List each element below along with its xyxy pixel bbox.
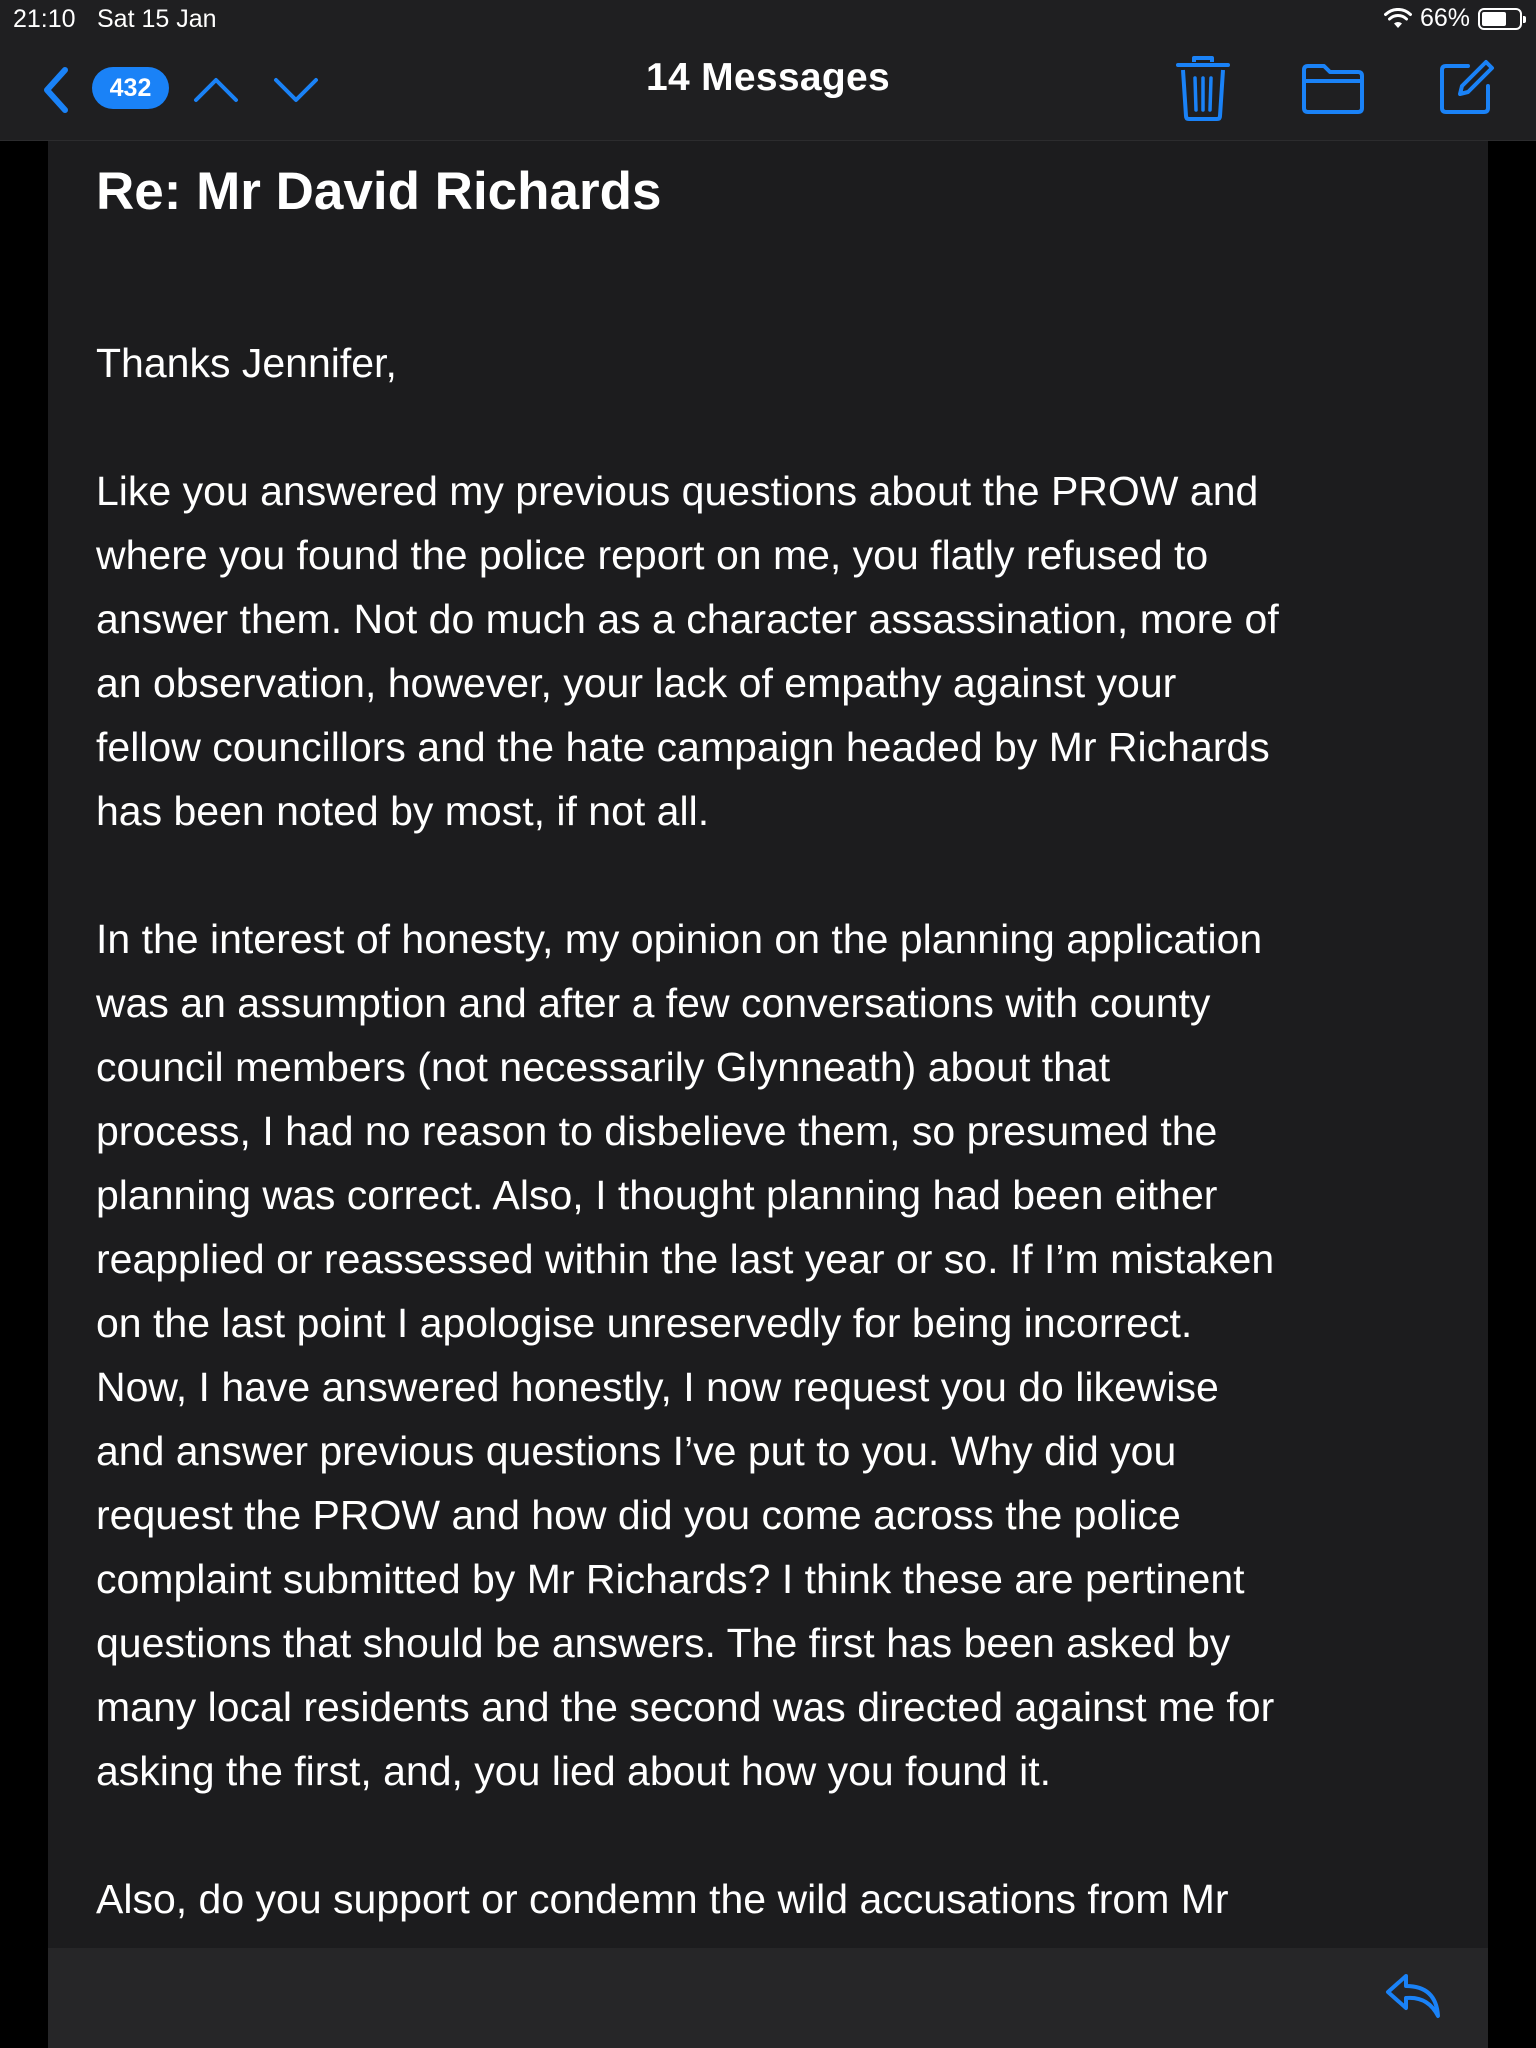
paragraph-line: reapplied or reassessed within the last year or so. If I’m mistaken [96, 1236, 1275, 1282]
greeting-line: Thanks Jennifer, [96, 340, 397, 386]
paragraph-line: process, I had no reason to disbelieve them, so presumed the [96, 1108, 1218, 1154]
paragraph-line: on the last point I apologise unreservedly for being incorrect. [96, 1300, 1193, 1346]
battery-tip [1523, 16, 1526, 23]
message-body [96, 331, 1486, 1948]
trash-button[interactable] [1174, 54, 1232, 122]
message-subject: Re: Mr David Richards [96, 162, 662, 221]
compose-button[interactable] [1436, 58, 1496, 118]
unread-count-badge[interactable]: 432 [92, 67, 169, 109]
body-paragraph-1 [96, 459, 1486, 843]
message-toolbar [0, 38, 1536, 141]
paragraph-line: was an assumption and after a few conversations with county [96, 980, 1211, 1026]
folder-icon [1300, 60, 1366, 116]
paragraph-line: and answer previous questions I’ve put to you. Why did you [96, 1428, 1177, 1474]
thread-title: 14 Messages [646, 56, 890, 99]
body-paragraph-3 [96, 1867, 1486, 1931]
body-paragraph-2 [96, 907, 1486, 1803]
paragraph-line: complaint submitted by Mr Richards? I think these are pertinent [96, 1556, 1245, 1602]
paragraph-line: request the PROW and how did you come across the police [96, 1492, 1181, 1538]
battery-icon [1478, 8, 1522, 30]
paragraph-line: Like you answered my previous questions about the PROW and [96, 468, 1259, 514]
message-bottom-bar [48, 1948, 1488, 2048]
paragraph-line: where you found the police report on me, you flatly refused to [96, 532, 1209, 578]
paragraph-line: planning was correct. Also, I thought planning had been either [96, 1172, 1218, 1218]
paragraph-line: an observation, however, your lack of empathy against your [96, 660, 1177, 706]
paragraph-line: fellow councillors and the hate campaign headed by Mr Richards [96, 724, 1270, 770]
status-bar [0, 0, 1536, 38]
paragraph-line: council members (not necessarily Glynneath) about that [96, 1044, 1111, 1090]
compose-icon [1436, 58, 1496, 118]
reply-button[interactable] [1384, 1970, 1444, 2022]
paragraph-line: questions that should be answers. The first has been asked by [96, 1620, 1231, 1666]
paragraph-line: many local residents and the second was directed against me for [96, 1684, 1275, 1730]
paragraph-line: Also, do you support or condemn the wild accusations from Mr [96, 1876, 1229, 1922]
paragraph-line: asking the first, and, you lied about how you found it. [96, 1748, 1051, 1794]
paragraph-line: In the interest of honesty, my opinion on the planning application [96, 916, 1263, 962]
paragraph-line: Now, I have answered honestly, I now request you do likewise [96, 1364, 1219, 1410]
trash-icon [1174, 54, 1232, 122]
paragraph-line: answer them. Not do much as a character assassination, more of [96, 596, 1279, 642]
battery-fill [1482, 12, 1506, 26]
move-to-folder-button[interactable] [1300, 60, 1366, 116]
reply-icon [1384, 1970, 1444, 2022]
battery-percentage: 66% [1419, 4, 1470, 32]
message-pane[interactable] [48, 141, 1488, 1948]
status-date: Sat 15 Jan [97, 5, 217, 33]
greeting [96, 331, 1486, 395]
wifi-icon [1384, 8, 1412, 30]
status-indicators [1384, 4, 1522, 33]
status-time: 21:10 [13, 5, 76, 33]
paragraph-line: has been noted by most, if not all. [96, 788, 710, 834]
